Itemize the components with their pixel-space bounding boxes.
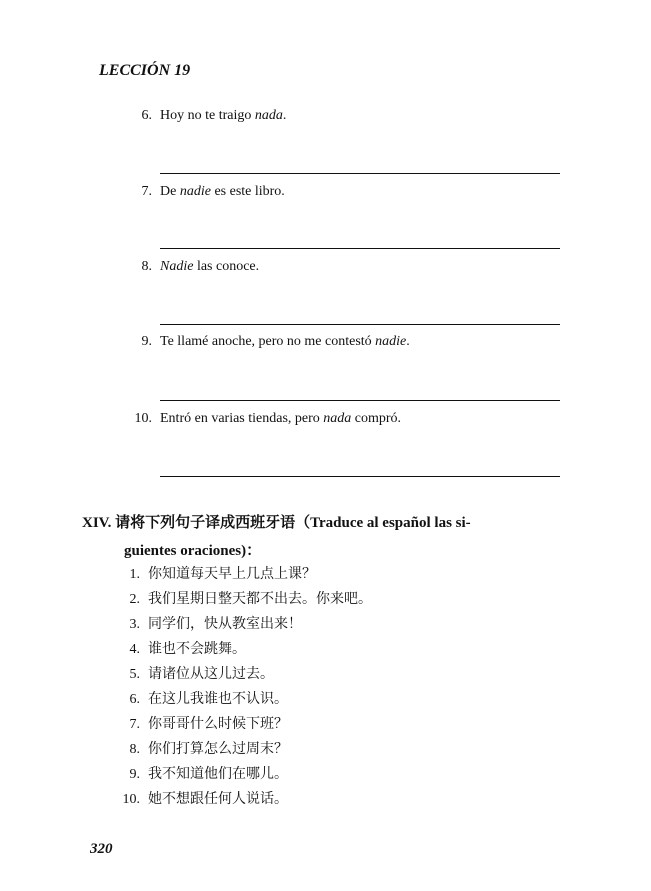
exercise-item xyxy=(120,259,259,275)
item-emphasis: nadie xyxy=(375,334,407,349)
sentence-item xyxy=(110,588,372,608)
sentence-item xyxy=(110,563,316,583)
section-title-zh: 请将下列句子译成西班牙语 xyxy=(115,513,296,531)
item-number: 9. xyxy=(129,767,140,782)
sentence-item xyxy=(110,713,288,733)
item-number: 4. xyxy=(129,642,140,657)
item-number: 6. xyxy=(141,108,152,123)
item-emphasis: nada xyxy=(254,108,283,123)
item-text: 她不想跟任何人说话。 xyxy=(148,791,288,807)
item-text: 请诸位从这儿过去。 xyxy=(148,666,274,682)
item-number: 7. xyxy=(129,717,140,732)
section-heading-continued: guientes oraciones)： xyxy=(124,543,262,559)
answer-line xyxy=(160,248,560,249)
item-number: 7. xyxy=(141,184,152,199)
item-text: . xyxy=(406,334,410,349)
exercise-item xyxy=(120,108,286,124)
item-text: 你哥哥什么时候下班？ xyxy=(148,716,288,732)
item-number: 10. xyxy=(134,411,152,426)
sentence-item xyxy=(110,788,288,808)
item-text: De xyxy=(160,184,180,199)
answer-line xyxy=(160,324,560,325)
item-number: 10. xyxy=(122,792,140,807)
item-number: 9. xyxy=(141,334,152,349)
sentence-item xyxy=(110,638,246,658)
item-text: 我们星期日整天都不出去。你来吧。 xyxy=(148,591,372,607)
item-number: 6. xyxy=(129,692,140,707)
section-label: XIV. xyxy=(82,515,112,531)
item-emphasis: nada xyxy=(323,411,352,426)
item-text: 同学们，快从教室出来！ xyxy=(148,616,302,632)
item-number: 8. xyxy=(129,742,140,757)
exercise-item xyxy=(120,184,285,200)
item-text: Hoy no te traigo xyxy=(160,108,255,123)
lesson-header: LECCIÓN 19 xyxy=(99,62,191,79)
item-number: 8. xyxy=(141,259,152,274)
sentence-item xyxy=(110,663,274,683)
answer-line xyxy=(160,400,560,401)
sentence-item xyxy=(110,613,302,633)
exercise-item xyxy=(120,411,401,427)
item-text: . xyxy=(282,108,287,123)
page-number: 320 xyxy=(90,841,113,857)
sentence-item xyxy=(110,688,288,708)
section-heading xyxy=(82,511,471,532)
item-text: compró. xyxy=(351,411,402,426)
sentence-item xyxy=(110,763,288,783)
answer-line xyxy=(160,476,560,477)
exercise-item xyxy=(120,334,410,350)
section-title-es: （Traduce al español las si- xyxy=(295,515,471,531)
item-text: 我不知道他们在哪儿。 xyxy=(148,766,288,782)
item-number: 3. xyxy=(129,617,140,632)
item-text: es este libro. xyxy=(210,184,285,199)
item-number: 2. xyxy=(129,592,140,607)
sentence-item xyxy=(110,738,288,758)
item-text: Entró en varias tiendas, pero xyxy=(160,411,324,426)
item-text: Te llamé anoche, pero no me contestó xyxy=(160,334,376,349)
item-emphasis: Nadie xyxy=(160,259,194,274)
answer-line xyxy=(160,173,560,174)
item-text: las conoce. xyxy=(193,259,260,274)
item-text: 谁也不会跳舞。 xyxy=(148,641,246,657)
item-text: 在这儿我谁也不认识。 xyxy=(148,691,288,707)
item-number: 1. xyxy=(129,567,140,582)
item-text: 你知道每天早上几点上课？ xyxy=(148,566,316,582)
item-emphasis: nadie xyxy=(179,184,211,199)
item-number: 5. xyxy=(129,667,140,682)
item-text: 你们打算怎么过周末？ xyxy=(148,741,288,757)
